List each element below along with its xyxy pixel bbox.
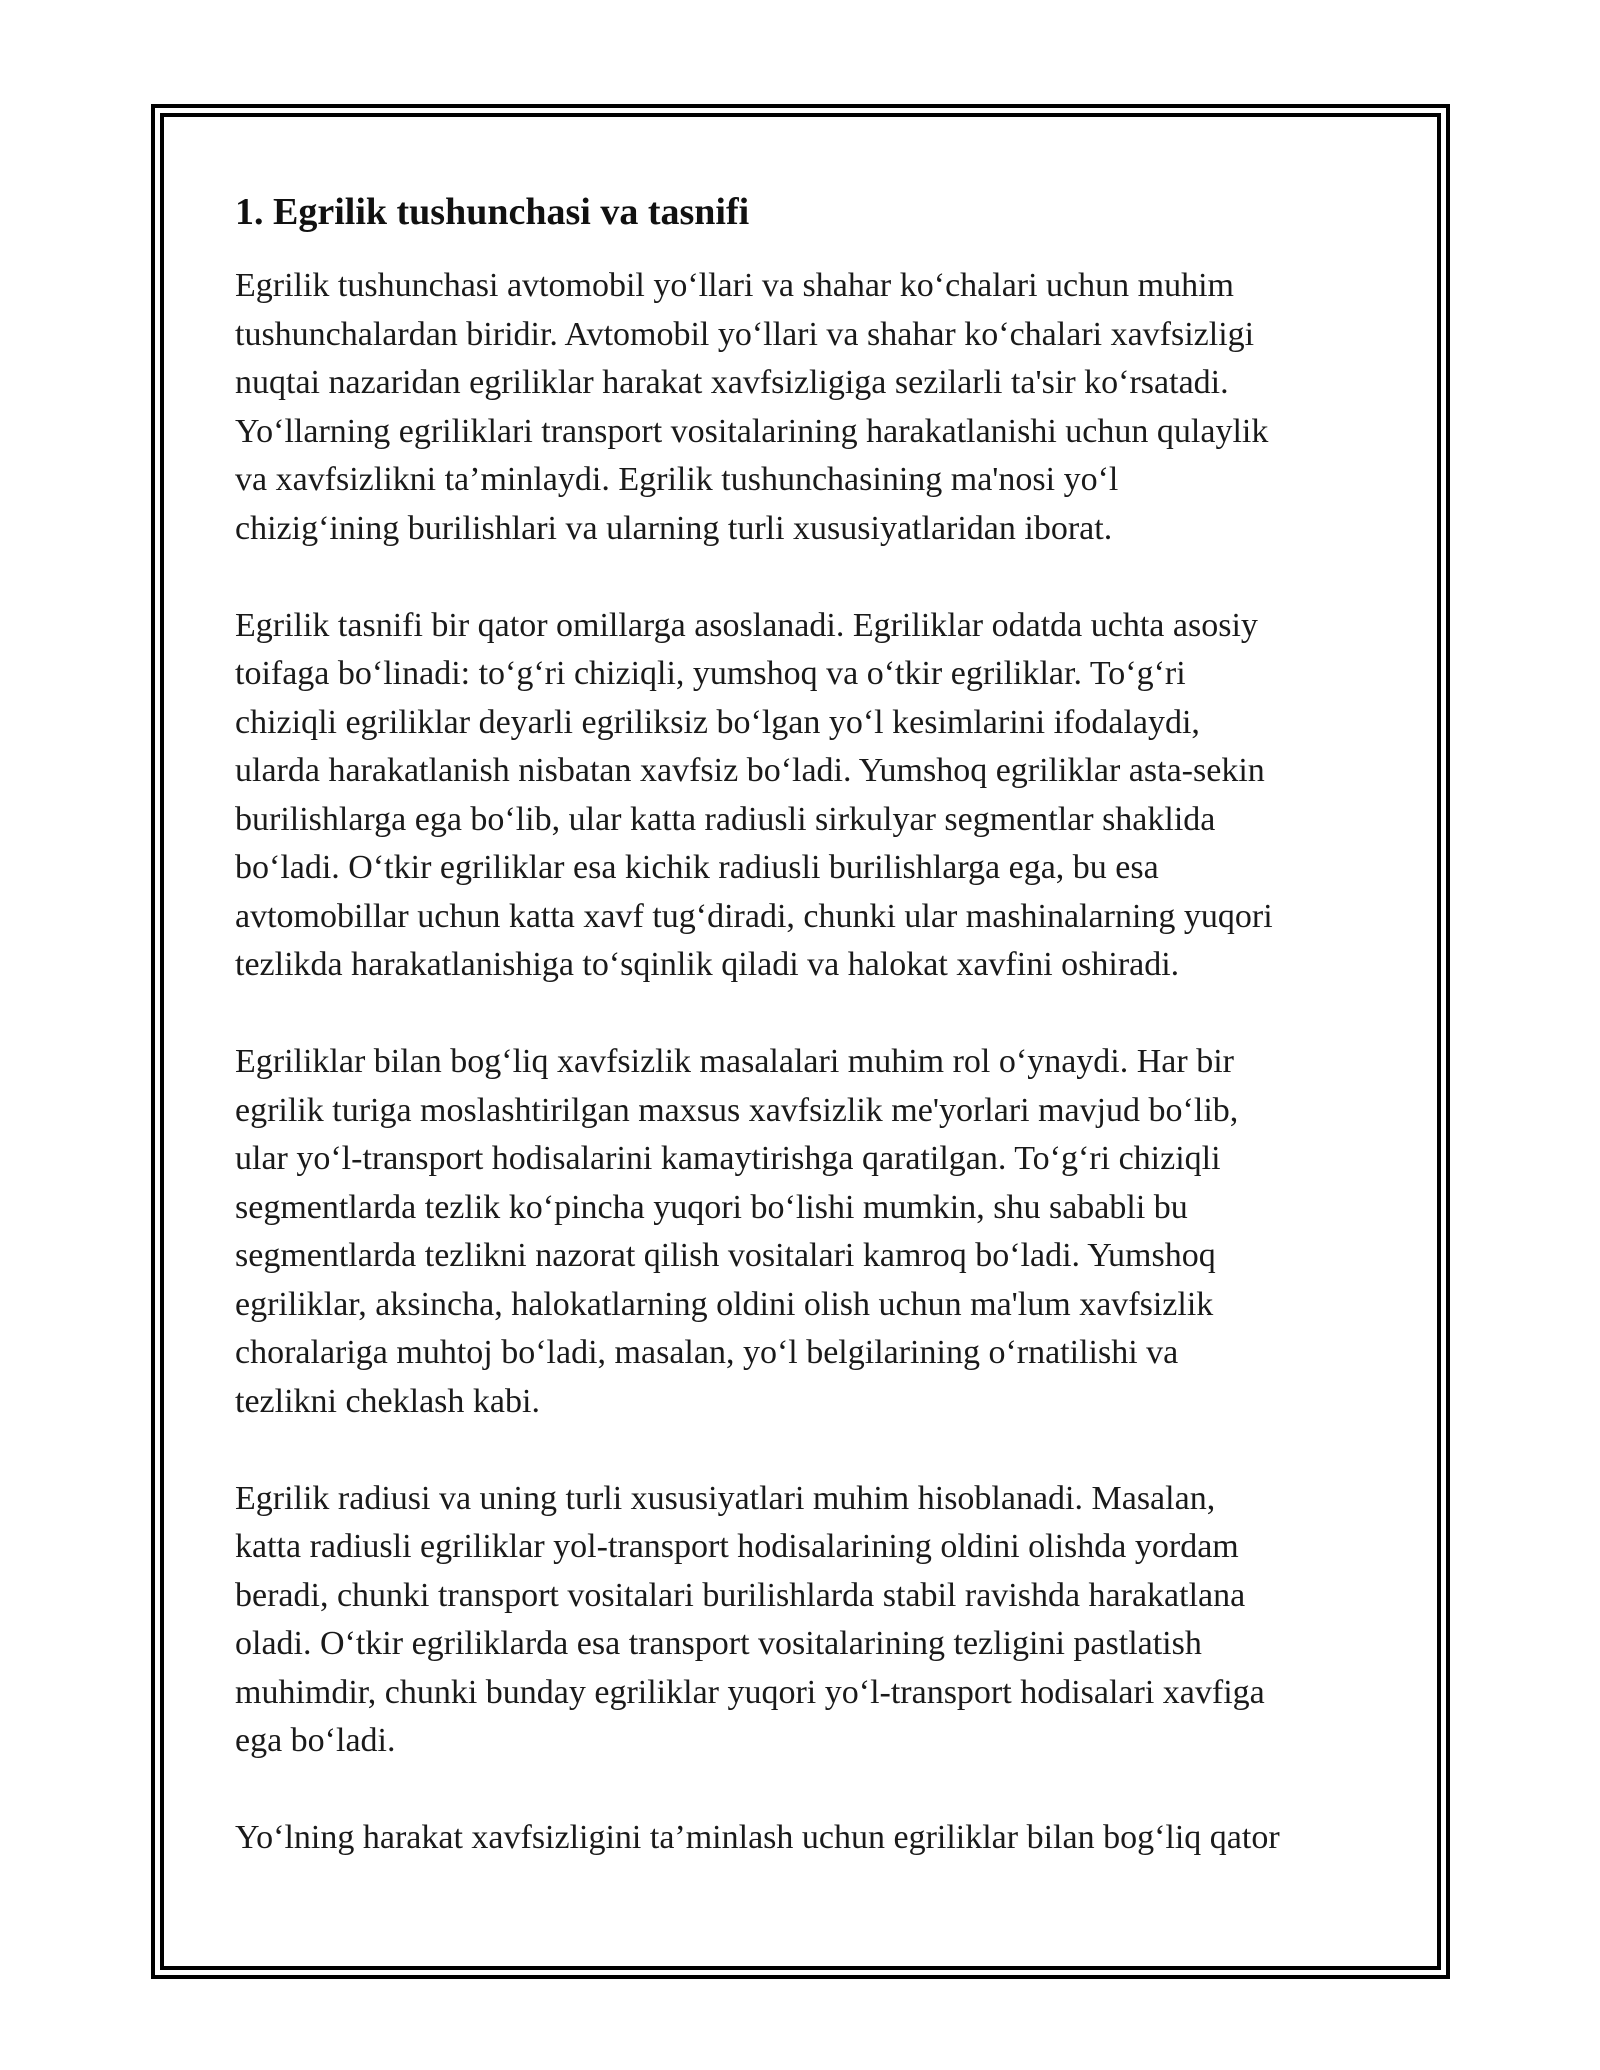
section-heading: 1. Egrilik tushunchasi va tasnifi xyxy=(235,191,750,233)
text-line: Egriliklar bilan bog‘liq xavfsizlik masalalari muhim rol o‘ynaydi. Har bir xyxy=(235,1043,1234,1080)
text-line: ularda harakatlanish nisbatan xavfsiz bo‘ladi. Yumshoq egriliklar asta-sekin xyxy=(235,752,1265,789)
text-line: egriliklar, aksincha, halokatlarning oldini olish uchun ma'lum xavfsizlik xyxy=(235,1285,1214,1323)
text-line: chizig‘ining burilishlari va ularning turli xususiyatlaridan iborat. xyxy=(235,509,1113,547)
text-line: chiziqli egriliklar deyarli egriliksiz bo‘lgan yo‘l kesimlarini ifodalaydi, xyxy=(235,703,1200,741)
document-body xyxy=(235,188,1395,1911)
text-line: Yo‘llarning egriliklari transport vositalarining harakatlanishi uchun qulaylik xyxy=(235,412,1269,450)
text-line: beradi, chunki transport vositalari burilishlarda stabil ravishda harakatlana xyxy=(235,1576,1246,1614)
paragraph xyxy=(235,1814,1395,1863)
text-line: burilishlarga ega bo‘lib, ular katta radiusli sirkulyar segmentlar shaklida xyxy=(235,800,1216,838)
text-line: tezlikni cheklash kabi. xyxy=(235,1382,540,1420)
paragraph xyxy=(235,262,1395,553)
text-line: muhimdir, chunki bunday egriliklar yuqori yo‘l-transport hodisalari xavfiga xyxy=(235,1673,1265,1711)
paragraph xyxy=(235,1475,1395,1766)
paragraph xyxy=(235,1038,1395,1426)
text-line: choralariga muhtoj bo‘ladi, masalan, yo‘l belgilarining o‘rnatilishi va xyxy=(235,1334,1179,1371)
text-line: bo‘ladi. O‘tkir egriliklar esa kichik radiusli burilishlarga ega, bu esa xyxy=(235,849,1159,886)
text-line: katta radiusli egriliklar yol-transport hodisalarining oldini olishda yordam xyxy=(235,1528,1239,1565)
text-line: va xavfsizlikni ta’minlaydi. Egrilik tushunchasining ma'nosi yo‘l xyxy=(235,461,1119,498)
text-line: Yo‘lning harakat xavfsizligini ta’minlash uchun egriliklar bilan bog‘liq qator xyxy=(235,1819,1280,1856)
text-line: oladi. O‘tkir egriliklarda esa transport vositalarining tezligini pastlatish xyxy=(235,1625,1202,1662)
text-line: segmentlarda tezlikni nazorat qilish vositalari kamroq bo‘ladi. Yumshoq xyxy=(235,1237,1216,1274)
text-line: toifaga bo‘linadi: to‘g‘ri chiziqli, yumshoq va o‘tkir egriliklar. To‘g‘ri xyxy=(235,655,1186,692)
paragraph xyxy=(235,602,1395,990)
text-line: egrilik turiga moslashtirilgan maxsus xavfsizlik me'yorlari mavjud bo‘lib, xyxy=(235,1091,1239,1129)
text-line: Egrilik tushunchasi avtomobil yo‘llari va shahar ko‘chalari uchun muhim xyxy=(235,267,1234,304)
text-line: avtomobillar uchun katta xavf tug‘diradi, chunki ular mashinalarning yuqori xyxy=(235,897,1273,935)
text-line: tushunchalardan biridir. Avtomobil yo‘llari va shahar ko‘chalari xavfsizligi xyxy=(235,315,1255,353)
text-line: Egrilik tasnifi bir qator omillarga asoslanadi. Egriliklar odatda uchta asosiy xyxy=(235,606,1258,644)
text-line: ega bo‘ladi. xyxy=(235,1722,396,1759)
text-line: nuqtai nazaridan egriliklar harakat xavfsizligiga sezilarli ta'sir ko‘rsatadi. xyxy=(235,364,1229,401)
text-line: ular yo‘l-transport hodisalarini kamaytirishga qaratilgan. To‘g‘ri chiziqli xyxy=(235,1140,1221,1177)
text-line: tezlikda harakatlanishiga to‘sqinlik qiladi va halokat xavfini oshiradi. xyxy=(235,946,1180,983)
text-line: segmentlarda tezlik ko‘pincha yuqori bo‘lishi mumkin, shu sababli bu xyxy=(235,1188,1188,1226)
text-line: Egrilik radiusi va uning turli xususiyatlari muhim hisoblanadi. Masalan, xyxy=(235,1479,1216,1517)
